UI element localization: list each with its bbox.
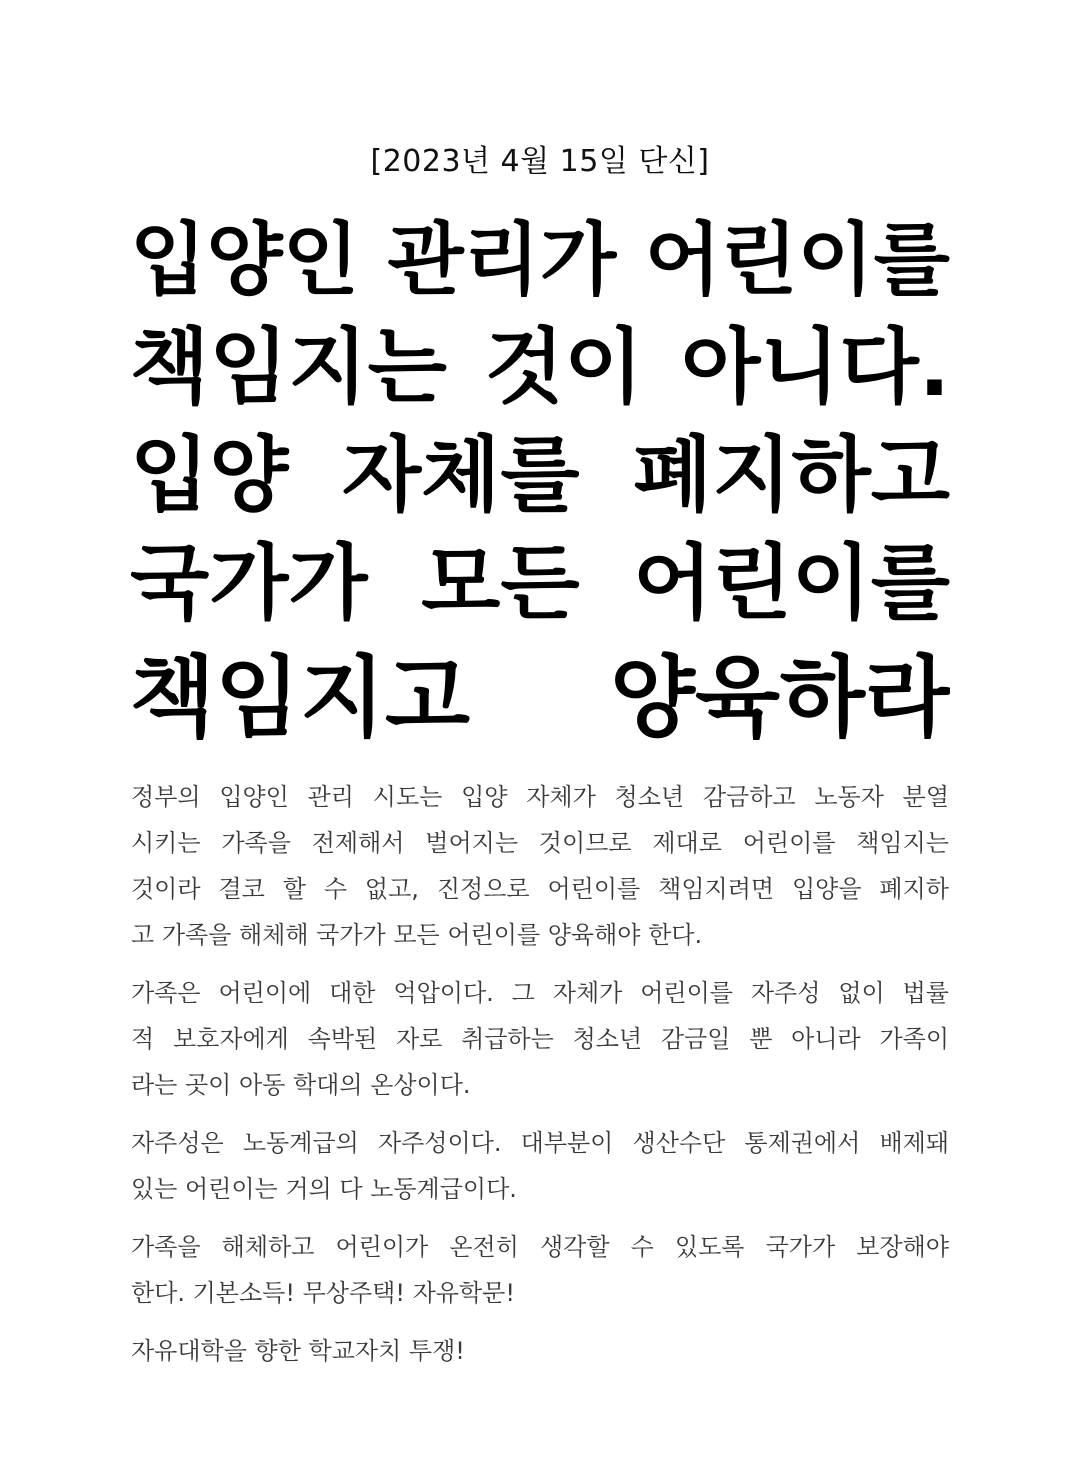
dateline: [2023년 4월 15일 단신] xyxy=(370,144,710,179)
paragraph-1 xyxy=(131,774,949,958)
headline-line-3: 입양 자체를 폐지하고 xyxy=(130,428,950,523)
paragraph-line: 한다. 기본소득! 무상주택! 자유학문! xyxy=(131,1279,515,1307)
paragraph-line: 시키는 가족을 전제해서 벌어지는 것이므로 제대로 어린이를 책임지는 xyxy=(131,829,949,857)
paragraph-line: 것이라 결코 할 수 없고, 진정으로 어린이를 책임지려면 입양을 폐지하 xyxy=(131,875,949,903)
paragraph-line: 라는 곳이 아동 학대의 온상이다. xyxy=(131,1071,471,1099)
paragraph-line: 가족을 해체하고 어린이가 온전히 생각할 수 있도록 국가가 보장해야 xyxy=(131,1233,949,1261)
paragraph-line: 고 가족을 해체해 국가가 모든 어린이를 양육해야 한다. xyxy=(131,921,703,949)
headline xyxy=(130,206,950,758)
headline-line-2: 책임지는 것이 아니다. xyxy=(130,320,950,415)
body-text xyxy=(131,774,949,1386)
paragraph-line: 자주성은 노동계급의 자주성이다. 대부분이 생산수단 통제권에서 배제돼 xyxy=(131,1129,949,1157)
paragraph-line: 자유대학을 향한 학교자치 투쟁! xyxy=(131,1337,465,1365)
paragraph-3 xyxy=(131,1120,949,1212)
headline-line-4: 국가가 모든 어린이를 xyxy=(130,536,950,631)
paragraph-4 xyxy=(131,1224,949,1316)
paragraph-5 xyxy=(131,1328,949,1374)
paragraph-line: 정부의 입양인 관리 시도는 입양 자체가 청소년 감금하고 노동자 분열 xyxy=(131,783,949,811)
headline-line-1: 입양인 관리가 어린이를 xyxy=(130,214,950,306)
headline-line-5: 책임지고 양육하라 xyxy=(130,646,950,749)
paragraph-line: 적 보호자에게 속박된 자로 취급하는 청소년 감금일 뿐 아니라 가족이 xyxy=(131,1025,949,1053)
paragraph-line: 있는 어린이는 거의 다 노동계급이다. xyxy=(131,1175,517,1203)
paragraph-line: 가족은 어린이에 대한 억압이다. 그 자체가 어린이를 자주성 없이 법률 xyxy=(131,979,949,1007)
paragraph-2 xyxy=(131,970,949,1108)
